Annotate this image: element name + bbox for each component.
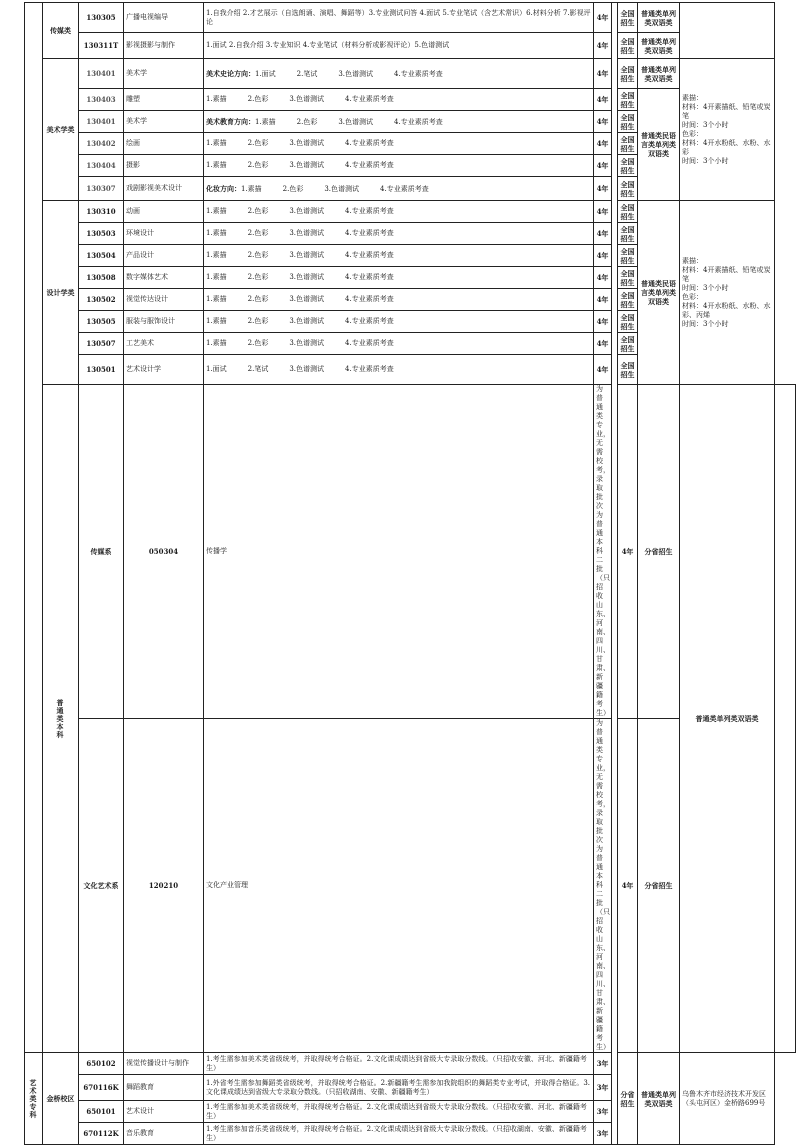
major-code: 130310 (79, 201, 124, 223)
region-cell: 全国招生 (618, 111, 638, 133)
exam-content: 1.素描 2.色彩 3.色谱测试 4.专业素质考查 (204, 201, 594, 223)
type-cell: 普通类单列类双语类 (638, 1053, 680, 1145)
type-cell: 普通类单列类双语类 (680, 385, 775, 1053)
region-cell: 全国招生 (618, 311, 638, 333)
exam-content: 1.考生需参加美术类省级统考，并取得统考合格证。2.文化课成绩达到省级大专录取分数线。（只招收安徽、河北、新疆籍考生） (204, 1101, 594, 1123)
major-code: 130307 (79, 177, 124, 201)
region-cell: 分省招生 (638, 385, 680, 719)
major-code: 130505 (79, 311, 124, 333)
note-cell (680, 59, 775, 201)
region-cell: 分省招生 (638, 719, 680, 1053)
major-code: 130508 (79, 267, 124, 289)
major-code: 130401 (79, 111, 124, 133)
group-cell: 文化艺术系 (79, 719, 124, 1053)
group-cell: 金桥校区 (43, 1053, 79, 1145)
major-name: 音乐教育 (124, 1123, 204, 1145)
note-line: 材料：4开水粉纸、水粉、水彩、丙烯 (682, 301, 771, 319)
years-cell: 4年 (594, 201, 612, 223)
exam-content: 为普通类专业，无需校考，录取批次为普通本科二批（只招收山东、河南、四川、甘肃、新疆籍考生） (594, 385, 612, 719)
region-cell: 全国招生 (618, 177, 638, 201)
major-name: 广播电视编导 (124, 3, 204, 33)
category-label: 普通类本科 (56, 698, 65, 739)
major-code: 130504 (79, 245, 124, 267)
major-name: 视觉传达设计 (124, 289, 204, 311)
years-cell: 4年 (594, 245, 612, 267)
type-cell: 普通类单列类双语类 (638, 33, 680, 59)
region-cell: 全国招生 (618, 355, 638, 385)
admissions-table (24, 2, 796, 1145)
major-name: 舞蹈教育 (124, 1075, 204, 1101)
note-cell (680, 3, 775, 59)
table-row (25, 3, 796, 33)
note-cell (680, 201, 775, 385)
table-row (25, 201, 796, 223)
years-cell: 4年 (594, 155, 612, 177)
years-cell: 3年 (594, 1075, 612, 1101)
major-name: 绘画 (124, 133, 204, 155)
major-code: 130401 (79, 59, 124, 89)
years-cell: 4年 (594, 311, 612, 333)
years-cell: 4年 (594, 111, 612, 133)
major-name: 传播学 (204, 385, 594, 719)
note-line: 材料：4开素描纸、铅笔或炭笔 (682, 265, 771, 283)
region-cell: 全国招生 (618, 3, 638, 33)
note-line: 时间：3个小时 (682, 283, 729, 292)
region-cell: 全国招生 (618, 267, 638, 289)
group-cell: 美术学类 (43, 59, 79, 201)
note-line: 色彩： (682, 292, 703, 301)
exam-content: 1.素描 2.色彩 3.色谱测试 4.专业素质考查 (204, 289, 594, 311)
years-cell: 4年 (594, 3, 612, 33)
exam-content: 1.自我介绍 2.才艺展示（自选朗诵、演唱、舞蹈等）3.专业测试问答 4.面试 5.专业笔试（含艺术常识）6.材料分析 7.影视评论 (204, 3, 594, 33)
major-name: 文化产业管理 (204, 719, 594, 1053)
major-code: 650101 (79, 1101, 124, 1123)
type-cell: 普通类民语言类单列类双语类 (638, 201, 680, 385)
major-name: 摄影 (124, 155, 204, 177)
exam-direction: 美术史论方向： (206, 68, 255, 78)
years-cell: 4年 (618, 385, 638, 719)
region-cell: 全国招生 (618, 155, 638, 177)
years-cell: 3年 (594, 1123, 612, 1145)
years-cell: 4年 (594, 333, 612, 355)
major-name: 艺术设计学 (124, 355, 204, 385)
type-cell: 普通类单列类双语类 (638, 59, 680, 89)
note-line: 时间：3个小时 (682, 319, 729, 328)
exam-content: 1.素描 2.色彩 3.色谱测试 4.专业素质考查 (204, 133, 594, 155)
major-name: 艺术设计 (124, 1101, 204, 1123)
major-name: 工艺美术 (124, 333, 204, 355)
category-cell (25, 3, 43, 1053)
major-name: 雕塑 (124, 89, 204, 111)
major-code: 130507 (79, 333, 124, 355)
exam-direction: 化妆方向： (206, 183, 241, 193)
exam-content: 1.素描 2.色彩 3.色谱测试 4.专业素质考查 (204, 267, 594, 289)
major-name: 美术学 (124, 59, 204, 89)
exam-items: 1.面试 2.笔试 3.色谱测试 4.专业素质考查 (255, 69, 443, 78)
exam-content (204, 177, 594, 201)
exam-content: 1.考生需参加美术类省级统考，并取得统考合格证。2.文化课成绩达到省级大专录取分数线。（只招收安徽、河北、新疆籍考生） (204, 1053, 594, 1075)
major-code: 130403 (79, 89, 124, 111)
exam-content: 1.素描 2.色彩 3.色谱测试 4.专业素质考查 (204, 333, 594, 355)
years-cell: 4年 (594, 223, 612, 245)
years-cell: 4年 (594, 177, 612, 201)
major-name: 戏剧影视美术设计 (124, 177, 204, 201)
region-cell: 全国招生 (618, 201, 638, 223)
exam-content: 1.素描 2.色彩 3.色谱测试 4.专业素质考查 (204, 223, 594, 245)
exam-content: 1.素描 2.色彩 3.色谱测试 4.专业素质考查 (204, 311, 594, 333)
major-name: 美术学 (124, 111, 204, 133)
exam-items: 1.素描 2.色彩 3.色谱测试 4.专业素质考查 (241, 184, 429, 193)
category-cell (43, 385, 79, 1053)
years-cell: 4年 (594, 89, 612, 111)
note-line: 时间：3个小时 (682, 156, 729, 165)
major-code: 050304 (124, 385, 204, 719)
note-line: 时间：3个小时 (682, 120, 729, 129)
major-code: 130501 (79, 355, 124, 385)
exam-content: 1.面试 2.笔试 3.色谱测试 4.专业素质考查 (204, 355, 594, 385)
years-cell: 4年 (594, 33, 612, 59)
category-cell (25, 1053, 43, 1145)
major-name: 动画 (124, 201, 204, 223)
campus-address: 乌鲁木齐市经济技术开发区（头屯河区）金桥路699号 (682, 1089, 766, 1107)
note-line: 色彩： (682, 129, 703, 138)
major-code: 130311T (79, 33, 124, 59)
major-code: 130402 (79, 133, 124, 155)
major-code: 130305 (79, 3, 124, 33)
note-line: 材料：4开水粉纸、水粉、水彩 (682, 138, 771, 156)
major-code: 650102 (79, 1053, 124, 1075)
major-code: 120210 (124, 719, 204, 1053)
major-name: 影视摄影与制作 (124, 33, 204, 59)
major-code: 130404 (79, 155, 124, 177)
years-cell: 4年 (594, 59, 612, 89)
exam-content: 为普通类专业，无需校考，录取批次为普通本科二批（只招收山东、河南、四川、甘肃、新疆籍考生） (594, 719, 612, 1053)
table-row (25, 1053, 796, 1075)
exam-content: 1.面试 2.自我介绍 3.专业知识 4.专业笔试（材料分析或影视评论）5.色谱测试 (204, 33, 594, 59)
exam-direction: 美术教育方向： (206, 116, 255, 126)
years-cell: 4年 (618, 719, 638, 1053)
years-cell: 4年 (594, 289, 612, 311)
region-cell: 分省招生 (618, 1053, 638, 1145)
region-cell: 全国招生 (618, 289, 638, 311)
address-cell (680, 1053, 775, 1145)
exam-content: 1.素描 2.色彩 3.色谱测试 4.专业素质考查 (204, 89, 594, 111)
table-row (25, 59, 796, 89)
exam-content: 1.外省考生需参加舞蹈类省级统考，并取得统考合格证。2.新疆籍考生需参加我院组织的舞蹈类专业考试，并取得合格证。3.文化课成绩达到省级大专录取分数线。（只招收湖南、安徽、新疆籍考生） (204, 1075, 594, 1101)
region-cell: 全国招生 (618, 59, 638, 89)
note-line: 素描： (682, 93, 703, 102)
exam-content (204, 111, 594, 133)
type-cell: 普通类民语言类单列类双语类 (638, 89, 680, 201)
note-line: 材料：4开素描纸、铅笔或炭笔 (682, 102, 771, 120)
category-label: 艺术类专科 (29, 1078, 38, 1119)
years-cell: 3年 (594, 1101, 612, 1123)
major-name: 环境设计 (124, 223, 204, 245)
group-cell: 传媒系 (79, 385, 124, 719)
exam-content (204, 59, 594, 89)
years-cell: 4年 (594, 267, 612, 289)
major-name: 视觉传播设计与制作 (124, 1053, 204, 1075)
type-cell: 普通类单列类双语类 (638, 3, 680, 33)
major-code: 670112K (79, 1123, 124, 1145)
region-cell: 全国招生 (618, 133, 638, 155)
exam-items: 1.素描 2.色彩 3.色谱测试 4.专业素质考查 (255, 117, 443, 126)
table-row (25, 385, 796, 719)
group-cell: 设计学类 (43, 201, 79, 385)
major-code: 670116K (79, 1075, 124, 1101)
major-name: 数字媒体艺术 (124, 267, 204, 289)
note-line: 素描： (682, 256, 703, 265)
exam-content: 1.素描 2.色彩 3.色谱测试 4.专业素质考查 (204, 245, 594, 267)
major-code: 130502 (79, 289, 124, 311)
group-cell: 传媒类 (43, 3, 79, 59)
region-cell: 全国招生 (618, 33, 638, 59)
major-name: 服装与服饰设计 (124, 311, 204, 333)
major-name: 产品设计 (124, 245, 204, 267)
region-cell: 全国招生 (618, 223, 638, 245)
region-cell: 全国招生 (618, 245, 638, 267)
years-cell: 3年 (594, 1053, 612, 1075)
major-code: 130503 (79, 223, 124, 245)
years-cell: 4年 (594, 133, 612, 155)
exam-content: 1.考生需参加音乐类省级统考，并取得统考合格证。2.文化课成绩达到省级大专录取分数线。（只招收湖南、安徽、新疆籍考生） (204, 1123, 594, 1145)
note-cell (775, 385, 796, 1053)
years-cell: 4年 (594, 355, 612, 385)
region-cell: 全国招生 (618, 333, 638, 355)
region-cell: 全国招生 (618, 89, 638, 111)
exam-content: 1.素描 2.色彩 3.色谱测试 4.专业素质考查 (204, 155, 594, 177)
